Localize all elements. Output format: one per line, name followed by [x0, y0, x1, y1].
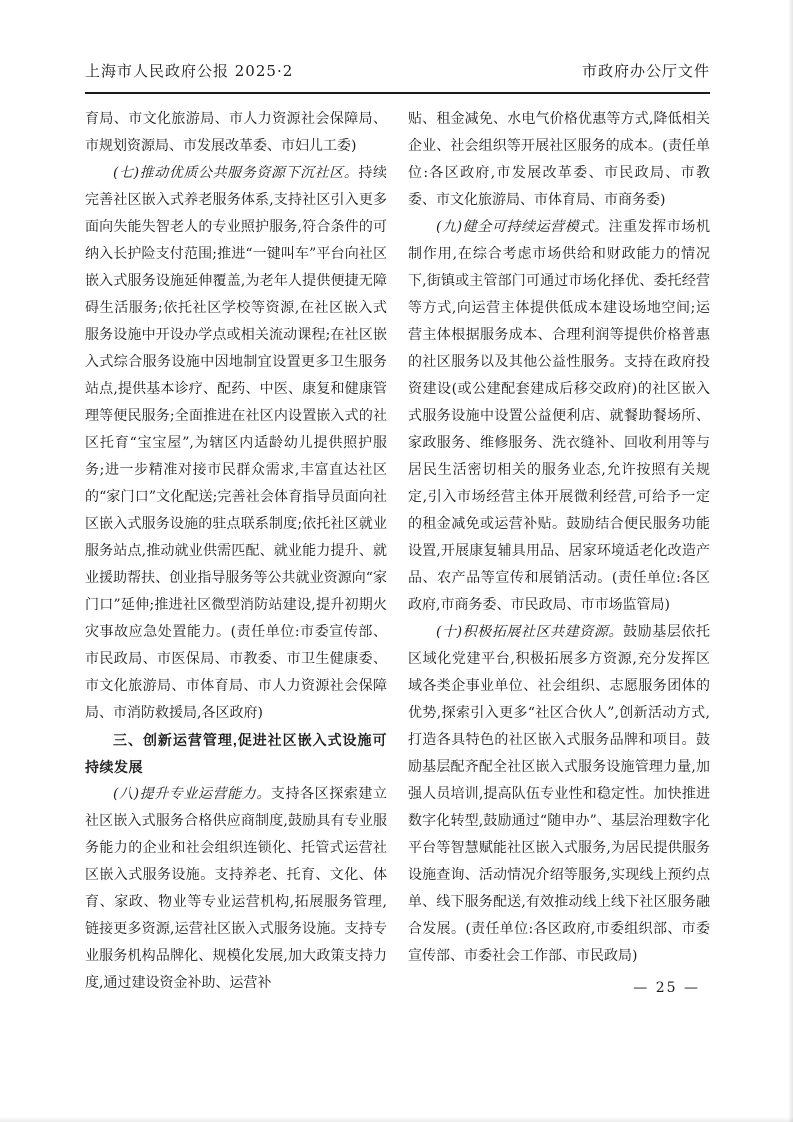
heading-text: 三、创新运营管理,促进社区嵌入式设施可持续发展 [85, 732, 387, 775]
section-lead: (十)积极拓展社区共建资源。 [436, 624, 624, 640]
paragraph-continuation [408, 106, 710, 214]
header-publication-title: 上海市人民政府公报 2025·2 [85, 62, 294, 80]
paragraph-section-8 [85, 781, 387, 997]
paragraph-text: 持续完善社区嵌入式养老服务体系,支持社区引入更多面向失能失智老人的专业照护服务,符合条件的可纳入长护险支付范围;推进“一键叫车”平台向社区嵌入式服务设施延伸覆盖,为老年人提供便捷无障碍生活服务;依托社区学校等资源,在社区嵌入式服务设施中开设办学点或相关流动课程;在社区嵌入式综合服务设施中因地制宜设置更多卫生服务站点,提供基本诊疗、配药、中医、康复和健康管理等便民服务;全面推进在社区内设置嵌入式的社区托育“宝宝屋”,为辖区内适龄幼儿提供照护服务;进一步精准对接市民群众需求,丰富直达社区的“家门口”文化配送;完善社会体育指导员面向社区嵌入式服务设施的驻点联系制度;依托社区就业服务站点,推动就业供需匹配、就业能力提升、就业援助帮扶、创业指导服务等公共就业资源向“家门口”延伸;推进社区微型消防站建设,提升初期火灾事故应急处置能力。(责任单位:市委宣传部、市民政局、市医保局、市教委、市卫生健康委、市文化旅游局、市体育局、市人力资源社会保障局、市消防救援局,各区政府) [85, 165, 387, 721]
page-header [85, 60, 710, 81]
scan-edge-bottom [0, 1117, 793, 1122]
paragraph-text: 育局、市文化旅游局、市人力资源社会保障局、市规划资源局、市发展改革委、市妇儿工委) [85, 111, 387, 154]
right-column [408, 106, 710, 1002]
section-heading-3 [85, 727, 387, 781]
left-column [85, 106, 387, 1002]
section-lead: (九)健全可持续运营模式。 [436, 219, 609, 235]
header-section-label: 市政府办公厅文件 [581, 62, 710, 80]
paragraph-section-7 [85, 160, 387, 727]
paragraph-text: 支持各区探索建立社区嵌入式服务合格供应商制度,鼓励具有专业服务能力的企业和社会组织连锁化、托管式运营社区嵌入式服务设施。支持养老、托育、文化、体育、家政、物业等专业运营机构,拓展服务管理,链接更多资源,运营社区嵌入式服务设施。支持专业服务机构品牌化、规模化发展,加大政策支持力度,通过建设资金补助、运营补 [85, 786, 387, 991]
scan-edge-right [788, 0, 793, 1122]
content-columns [85, 106, 710, 1002]
paragraph-text: 鼓励基层依托区域化党建平台,积极拓展多方资源,充分发挥区域各类企事业单位、社会组织、志愿服务团体的优势,探索引入更多“社区合伙人”,创新活动方式,打造各具特色的社区嵌入式服务品牌和项目。鼓励基层配齐配全社区嵌入式服务设施管理力量,加强人员培训,提高队伍专业性和稳定性。加快推进数字化转型,鼓励通过“随申办”、基层治理数字化平台等智慧赋能社区嵌入式服务,为居民提供服务设施查询、活动情况介绍等服务,实现线上预约点单、线下服务配送,有效推动线上线下社区服务融合发展。(责任单位:各区政府,市委组织部、市委宣传部、市委社会工作部、市民政局) [408, 624, 710, 964]
paragraph-text: 注重发挥市场机制作用,在综合考虑市场供给和财政能力的情况下,街镇或主管部门可通过市场化择优、委托经营等方式,向运营主体提供低成本建设场地空间;运营主体根据服务成本、合理利润等提供价格普惠的社区服务以及其他公益性服务。支持在政府投资建设(或公建配套建成后移交政府)的社区嵌入式服务设施中设置公益便利店、就餐助餐场所、家政服务、维修服务、洗衣缝补、回收利用等与居民生活密切相关的服务业态,允许按照有关规定,引入市场经营主体开展微利经营,可给予一定的租金减免或运营补贴。鼓励结合便民服务功能设置,开展康复辅具用品、居家环境适老化改造产品、农产品等宣传和展销活动。(责任单位:各区政府,市商务委、市民政局、市市场监管局) [408, 219, 710, 613]
section-lead: (七)推动优质公共服务资源下沉社区。 [113, 165, 359, 181]
paragraph-section-9 [408, 214, 710, 619]
header-divider [85, 92, 710, 94]
paragraph-text: 贴、租金减免、水电气价格优惠等方式,降低相关企业、社会组织等开展社区服务的成本。(责任单位:各区政府,市发展改革委、市民政局、市教委、市文化旅游局、市体育局、市商务委) [408, 111, 710, 208]
section-lead: (八)提升专业运营能力。 [113, 786, 271, 802]
paragraph-section-10 [408, 619, 710, 970]
page-number: — 25 — [633, 980, 700, 996]
paragraph-continuation [85, 106, 387, 160]
